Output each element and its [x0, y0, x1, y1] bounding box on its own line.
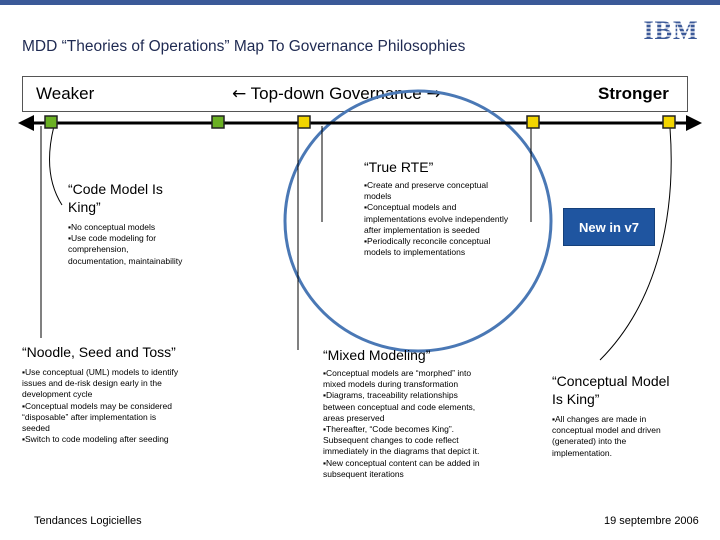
- marker-mixed: [298, 116, 310, 128]
- scale-middle-text: Top-down Governance: [250, 84, 422, 103]
- marker-noodle: [212, 116, 224, 128]
- axis-right-arrowhead: [686, 115, 702, 131]
- bullet: ▪Periodically reconcile conceptual models to implementations: [364, 236, 491, 258]
- concept-title: “Code Model Is King”: [68, 181, 163, 215]
- concept-title: “True RTE”: [364, 159, 434, 175]
- concept-mixed-modeling: [323, 346, 491, 480]
- concept-bullets: [22, 367, 182, 445]
- bullet: ▪All changes are made in conceptual model and driven (generated) into the implementation.: [552, 414, 661, 458]
- bullet: ▪Switch to code modeling after seeding: [22, 434, 169, 445]
- bullet: ▪Thereafter, “Code becomes King”. Subsequent changes to code reflect immediately in the diagrams that depict it.: [323, 424, 480, 457]
- bullet: ▪Conceptual models may be considered “disposable” after implementation is seeded: [22, 400, 172, 434]
- footer-date: 19 septembre 2006: [604, 515, 699, 527]
- bullet: ▪Conceptual models and implementations evolve independently after implementation is seeded: [364, 202, 509, 235]
- marker-code-model: [45, 116, 57, 128]
- concept-bullets: [364, 180, 514, 258]
- marker-true-rte: [527, 116, 539, 128]
- bullet: ▪No conceptual models: [68, 222, 156, 232]
- concept-true-rte: [364, 158, 514, 258]
- bullet: ▪Use code modeling for comprehension, documentation, maintainability: [68, 233, 183, 266]
- arrow-left-icon: ←: [232, 84, 247, 104]
- slide-title: MDD “Theories of Operations” Map To Governance Philosophies: [22, 38, 466, 55]
- connector-code-model: [50, 126, 62, 205]
- svg-text:IBM: IBM: [643, 16, 699, 44]
- concept-conceptual-model-is-king: [552, 372, 670, 459]
- concept-noodle-seed-toss: [22, 343, 182, 445]
- concept-title: “Conceptual Model Is King”: [552, 373, 670, 407]
- marker-conceptual: [663, 116, 675, 128]
- concept-bullets: [323, 368, 491, 480]
- scale-stronger-label: Stronger: [598, 84, 669, 103]
- concept-bullets: [552, 414, 670, 459]
- new-in-v7-badge: New in v7: [563, 208, 655, 246]
- bullet: ▪Create and preserve conceptual models: [364, 180, 488, 202]
- concept-title: “Mixed Modeling”: [323, 347, 431, 363]
- axis-left-arrowhead: [18, 115, 34, 131]
- concept-code-model-is-king: [68, 180, 186, 267]
- concept-title: “Noodle, Seed and Toss”: [22, 344, 176, 360]
- bullet: ▪Use conceptual (UML) models to identify issues and de-risk design early in the development cycle: [22, 367, 179, 400]
- arrow-right-icon: →: [426, 84, 441, 104]
- concept-bullets: [68, 222, 186, 267]
- footer-left-text: Tendances Logicielles: [34, 515, 142, 527]
- bullet: ▪New conceptual content can be added in subsequent iterations: [323, 457, 480, 479]
- bullet: ▪Diagrams, traceability relationships between conceptual and code elements, areas preserved: [323, 390, 476, 423]
- scale-weaker-label: Weaker: [36, 84, 95, 103]
- bullet: ▪Conceptual models are “morphed” into mixed models during transformation: [323, 368, 472, 390]
